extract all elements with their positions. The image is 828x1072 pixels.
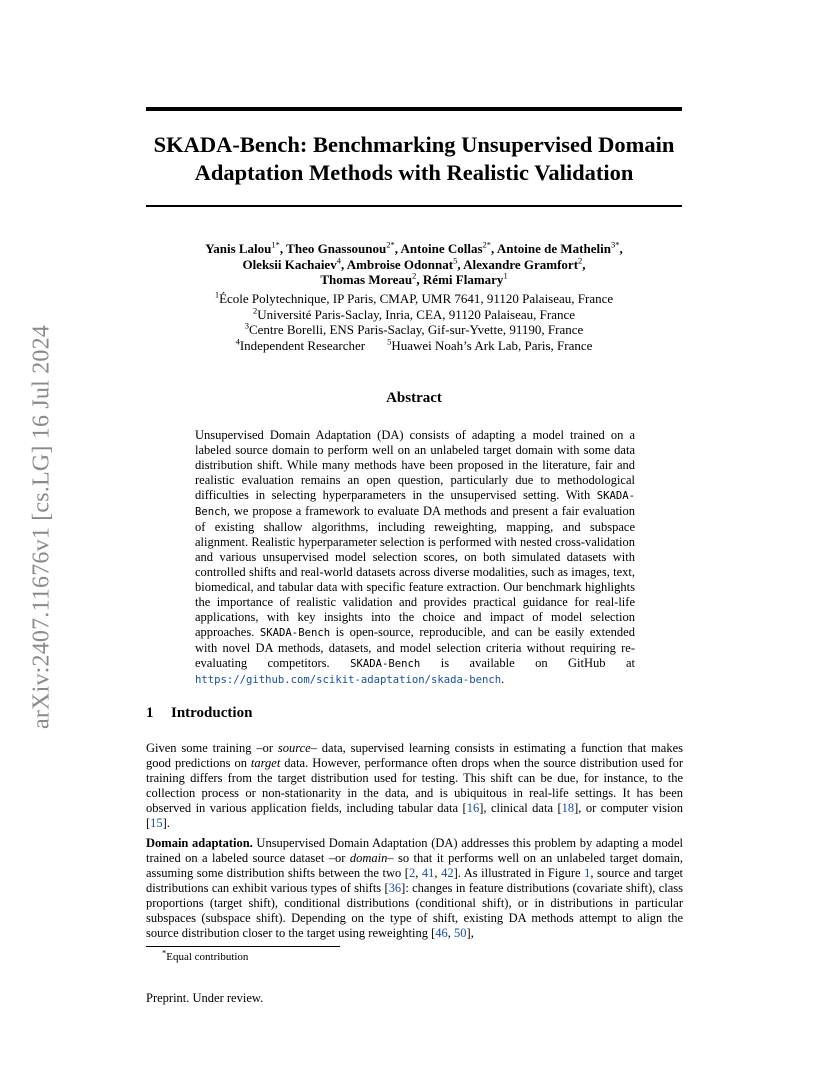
citation-link[interactable]: 16 — [466, 801, 480, 815]
citation-link[interactable]: 36 — [388, 881, 402, 895]
title-bottom-rule — [146, 205, 682, 207]
preprint-footer: Preprint. Under review. — [146, 991, 264, 1005]
author-line-2: Oleksii Kachaiev$^4$, Ambroise Odonnat$^5$, Alexandre Gramfort$^2$, — [242, 255, 586, 272]
intro-paragraph-2: Domain adaptation. Unsupervised Domain Adaptation (DA) addresses this problem by adapting a model trained on a labeled source dataset –or domain– so that it performs well on an unlabeled target domain, assuming some distribution shifts between the two [2, 41, 42]. As illustrated in Figure 1, source and target distributions can exhibit various types of shifts [36]: changes in feature distributions (covariate shift), class proportions (target shift), conditional distributions (conditional shift), or in distributions in particular subspaces (subspace shift). Depending on the type of shift, existing DA methods attempt to align the source distribution closer to the target using reweighting [46, 50], — [146, 836, 684, 940]
affiliation-list — [146, 291, 682, 353]
intro-paragraph-1: Given some training –or source– data, supervised learning consists in estimating a function that makes good predictions on target data. However, performance often drops when the source distribution used for training differs from the target distribution used for testing. This shift can be due, for instance, to the collection process or non-stationarity in the data, and is ubiquitous in real-life settings. It has been observed in various application fields, including tabular data [16], clinical data [18], or computer vision [15]. — [146, 741, 683, 830]
paragraph-heading-domain-adaptation: Domain adaptation. — [146, 836, 253, 850]
citation-link[interactable]: 46 — [435, 926, 448, 940]
author-name: Antoine de Mathelin — [496, 241, 611, 256]
affiliation-line: $^1$École Polytechnique, IP Paris, CMAP, UMR 7641, 91120 Palaiseau, France — [214, 289, 614, 306]
section-heading-introduction — [146, 705, 682, 722]
author-affiliation-mark: 1 — [503, 270, 508, 281]
affiliation-line: $^2$Université Paris-Saclay, Inria, CEA, 91120 Palaiseau, France — [252, 305, 576, 322]
section-title: Introduction — [171, 705, 253, 721]
author-name: Antoine Collas — [400, 241, 483, 256]
author-affiliation-mark: 1* — [271, 239, 280, 250]
paper-title — [146, 131, 682, 187]
author-affiliation-mark: 2* — [482, 239, 492, 250]
code-skada-bench: SKADA-Bench — [350, 658, 421, 670]
citation-link[interactable]: 18 — [561, 801, 575, 815]
author-name: Yanis Lalou — [205, 241, 272, 256]
author-name: Theo Gnassounou — [286, 241, 387, 256]
author-affiliation-mark: 4 — [336, 255, 341, 266]
code-skada-bench: SKADA-Bench — [259, 627, 331, 639]
citation-link[interactable]: 50 — [454, 926, 467, 940]
footnote-equal-contribution: *Equal contribution — [162, 947, 249, 963]
affiliation-line: $^3$Centre Borelli, ENS Paris-Saclay, Gif-sur-Yvette, 91190, France — [244, 320, 584, 337]
author-line-1: Yanis Lalou$^{1*}$, Theo Gnassounou$^{2*}$, Antoine Collas$^{2*}$, Antoine de Mathelin$^{3*}$, — [205, 239, 623, 256]
author-name: Alexandre Gramfort — [463, 256, 579, 272]
github-url-link[interactable]: https://github.com/scikit-adaptation/skada-bench — [195, 674, 502, 686]
author-line-3: Thomas Moreau$^2$, Rémi Flamary$^1$ — [320, 270, 508, 287]
title-line-2: Adaptation Methods with Realistic Validation — [194, 160, 634, 185]
abstract-body: Unsupervised Domain Adaptation (DA) consists of adapting a model trained on a labeled source domain to perform well on an unlabeled target domain with some data distribution shift. While many methods have been proposed in the literature, fair and realistic evaluation remains an open question, particularly due to methodological difficulties in selecting hyperparameters in the unsupervised setting. With SKADA-Bench, we propose a framework to evaluate DA methods and present a fair evaluation of existing shallow algorithms, including reweighting, mapping, and subspace alignment. Realistic hyperparameter selection is performed with nested cross-validation and various unsupervised model selection scores, on both simulated datasets with controlled shifts and real-world datasets across diverse modalities, such as images, text, biomedical, and tabular data with specific feature extraction. Our benchmark highlights the importance of realistic validation and provides practical guidance for real-life applications, with key insights into the choice and impact of model selection approaches. SKADA-Bench is open-source, reproducible, and can be easily extended with novel DA methods, datasets, and model selection criteria without requiring re-evaluating competitors. SKADA-Bench is available on GitHub at https://github.com/scikit-adaptation/skada-bench. — [195, 428, 635, 686]
author-name: Oleksii Kachaiev — [242, 256, 337, 272]
citation-link[interactable]: 41 — [421, 866, 435, 880]
author-affiliation-mark: 2 — [578, 255, 583, 266]
abstract-heading: Abstract — [386, 390, 442, 406]
author-list — [146, 241, 682, 288]
title-top-rule — [146, 107, 682, 111]
footnote-rule — [146, 946, 340, 947]
citation-link[interactable]: 15 — [150, 816, 163, 830]
figure-reference-link[interactable]: 1 — [584, 866, 591, 880]
title-line-1: SKADA-Bench: Benchmarking Unsupervised Domain — [153, 132, 675, 157]
affiliation-line: $^4$Independent Researcher $^5$Huawei Noah’s Ark Lab, Paris, France — [235, 336, 593, 353]
code-skada-bench: SKADA-Bench — [195, 490, 635, 518]
author-affiliation-mark: 3* — [610, 239, 620, 250]
author-affiliation-mark: 2 — [412, 270, 417, 281]
author-affiliation-mark: 5 — [453, 255, 458, 266]
section-number: 1 — [146, 705, 154, 721]
author-name: Ambroise Odonnat — [346, 256, 454, 272]
arxiv-identifier-stamp: arXiv:2407.11676v1 [cs.LG] 16 Jul 2024 — [28, 325, 55, 729]
citation-link[interactable]: 2 — [408, 866, 416, 880]
citation-link[interactable]: 42 — [441, 866, 454, 880]
author-name: Thomas Moreau — [320, 272, 413, 287]
author-name: Rémi Flamary — [422, 272, 504, 287]
author-affiliation-mark: 2* — [386, 239, 395, 250]
